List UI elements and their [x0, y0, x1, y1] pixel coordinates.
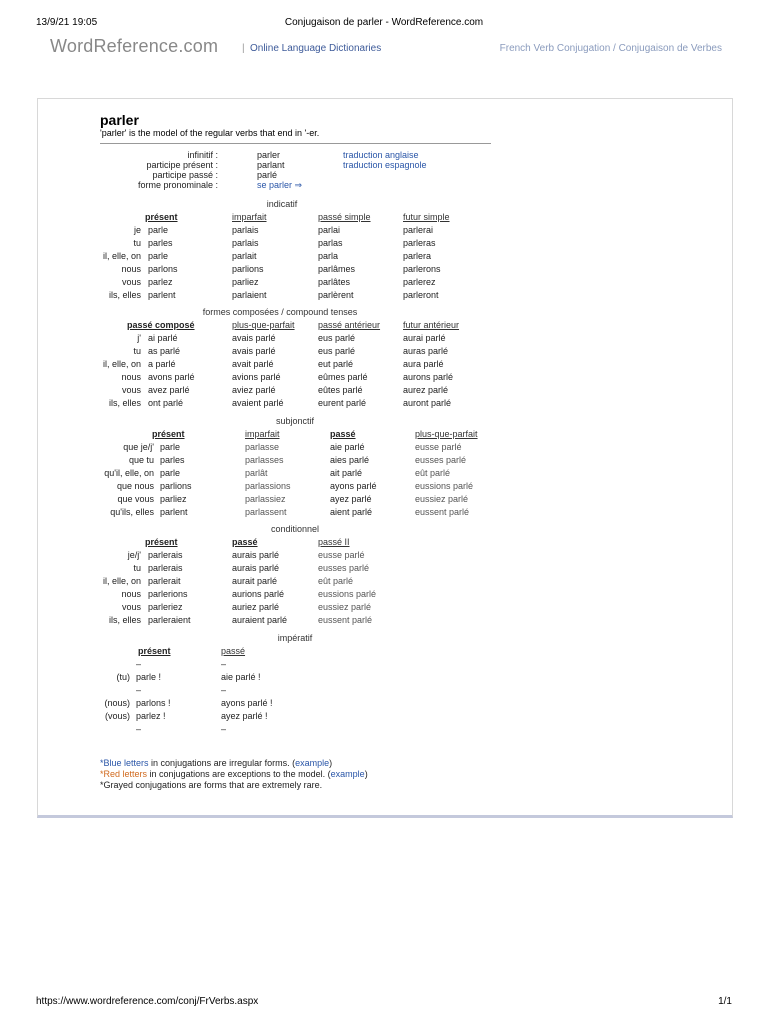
site-tagline[interactable]: Online Language Dictionaries [250, 43, 382, 54]
conjugation-cell: parlaient [232, 290, 267, 300]
conjugation-cell: aie parlé ! [221, 672, 261, 682]
pronoun: vous [121, 602, 141, 612]
conjugation-cell: ayons parlé [330, 481, 377, 491]
conjugation-cell: parlât [245, 468, 268, 478]
legend-bullet: * [100, 758, 104, 768]
tense-header[interactable]: futur simple [403, 212, 450, 222]
conjugation-cell: eus parlé [318, 346, 356, 356]
form-label-infinitif: infinitif : [187, 150, 218, 160]
pronoun: (vous) [104, 711, 130, 721]
conjugation-cell: parlerons [403, 264, 441, 274]
pronoun: que nous [116, 481, 154, 491]
conjugation-cell: parlons ! [136, 698, 171, 708]
conjugation-cell: parliez [160, 494, 187, 504]
conjugation-cell: parles [148, 238, 173, 248]
pronoun: tu [133, 238, 141, 248]
conjugation-cell: parleraient [148, 615, 191, 625]
print-date: 13/9/21 19:05 [36, 17, 98, 28]
conjugation-cell: as parlé [148, 346, 181, 356]
pronoun: ils, elles [108, 290, 141, 300]
conjugation-cell: eûmes parlé [318, 372, 368, 382]
conjugation-cell: avons parlé [148, 372, 195, 382]
link-traduction-espagnole[interactable]: traduction espagnole [343, 160, 427, 170]
form-value-participe-passe: parlé [257, 170, 278, 180]
conjugation-cell: ayons parlé ! [221, 698, 273, 708]
tense-header[interactable]: passé [221, 646, 246, 656]
conjugation-cell: eussions parlé [415, 481, 474, 491]
conjugation-cell: parlèrent [318, 290, 354, 300]
conjugation-cell: ayez parlé [330, 494, 372, 504]
tense-header[interactable]: passé [330, 429, 356, 439]
conjugation-cell: ait parlé [330, 468, 363, 478]
conjugation-cell: aurions parlé [232, 589, 285, 599]
pronoun: il, elle, on [102, 359, 141, 369]
conjugation-cell: aurais parlé [232, 563, 280, 573]
legend-rare: *Grayed conjugations are forms that are extremely rare. [100, 780, 323, 790]
conjugation-cell: auront parlé [403, 398, 452, 408]
conjugation-cell: eus parlé [318, 333, 356, 343]
conjugation-cell: aie parlé [330, 442, 365, 452]
legend-red-text: in conjugations are exceptions to the model. ( [147, 769, 331, 779]
legend-paren: ) [329, 758, 333, 768]
section-title-conditionnel: conditionnel [270, 524, 320, 534]
form-label-participe-passe: participe passé : [152, 170, 218, 180]
conjugation-cell: eussions parlé [318, 589, 377, 599]
form-value-participe-present: parlant [257, 160, 285, 170]
tense-header[interactable]: passé antérieur [318, 320, 381, 330]
conjugation-cell: parleriez [148, 602, 183, 612]
conjugation-cell: parlerait [148, 576, 181, 586]
conjugation-cell: aurons parlé [403, 372, 454, 382]
conjugation-cell: parlait [232, 251, 257, 261]
conjugation-cell: eusses parlé [415, 455, 467, 465]
conjugation-cell: ai parlé [148, 333, 178, 343]
conjugation-cell: avez parlé [148, 385, 190, 395]
pronoun: ils, elles [108, 398, 141, 408]
conjugation-cell: eurent parlé [318, 398, 367, 408]
conjugation-cell: parle ! [136, 672, 162, 682]
conjugation-cell: avaient parlé [232, 398, 284, 408]
conjugation-cell: parle [148, 251, 169, 261]
tense-header[interactable]: futur antérieur [403, 320, 460, 330]
conjugation-cell: aurais parlé [232, 550, 280, 560]
section-title-subjonctif: subjonctif [275, 416, 315, 426]
conjugation-cell: – [136, 685, 142, 695]
form-value-infinitif: parler [257, 150, 281, 160]
pronoun: vous [121, 385, 141, 395]
header-separator: | [242, 43, 245, 54]
conjugation-cell: parlez ! [136, 711, 166, 721]
pronoun: ils, elles [108, 615, 141, 625]
conjugation-cell: auraient parlé [232, 615, 288, 625]
print-header [0, 17, 768, 31]
conjugation-cell: eut parlé [318, 359, 354, 369]
conjugation-cell: parlent [148, 290, 176, 300]
conjugation-cell: parlions [160, 481, 192, 491]
conjugation-cell: parlas [318, 238, 343, 248]
pronoun: tu [133, 346, 141, 356]
legend-blue-text: in conjugations are irregular forms. ( [148, 758, 296, 768]
conjugation-cell: parles [160, 455, 185, 465]
section-title-composees: formes composées / compound tenses [202, 307, 358, 317]
pronoun: il, elle, on [102, 251, 141, 261]
tense-header[interactable]: passé [232, 537, 258, 547]
conjugation-cell: parlerions [148, 589, 188, 599]
verb-note: 'parler' is the model of the regular verbs that end in '-er. [100, 128, 320, 138]
conjugation-cell: parla [318, 251, 339, 261]
conjugation-cell: parlassions [245, 481, 291, 491]
tense-header[interactable]: passé simple [318, 212, 371, 222]
link-traduction-anglaise[interactable]: traduction anglaise [343, 150, 419, 160]
pronoun: (tu) [116, 672, 130, 682]
conjugation-cell: a parlé [148, 359, 176, 369]
site-header [36, 36, 732, 64]
conjugation-cell: eûtes parlé [318, 385, 363, 395]
example-link-exception[interactable]: example [330, 769, 365, 779]
conjugation-cell: parlerais [148, 563, 183, 573]
pronoun: que vous [117, 494, 154, 504]
pronoun: nous [121, 589, 141, 599]
verb-title: parler [100, 112, 139, 128]
pronoun: vous [121, 277, 141, 287]
conjugation-cell: aurez parlé [403, 385, 449, 395]
conjugation-cell: ont parlé [148, 398, 184, 408]
pronoun: que je/j' [123, 442, 154, 452]
page-number: 1/1 [718, 996, 732, 1007]
legend-exception [100, 769, 368, 780]
tense-header[interactable]: présent [152, 429, 185, 439]
conjugation-cell: parlent [160, 507, 188, 517]
conjugation-cell: avais parlé [232, 346, 276, 356]
conjugation-cell: parlions [232, 264, 264, 274]
pronoun: qu'il, elle, on [104, 468, 154, 478]
conjugation-cell: avait parlé [232, 359, 274, 369]
section-title-imperatif: impératif [277, 633, 313, 643]
conjugation-cell: – [221, 685, 227, 695]
pronoun: j' [137, 333, 141, 343]
tense-header[interactable]: passé II [318, 537, 350, 547]
tense-header[interactable]: présent [145, 537, 178, 547]
conjugation-cell: parlez [148, 277, 173, 287]
legend-blue-label: Blue letters [103, 758, 149, 768]
form-label-participe-present: participe présent : [146, 160, 218, 170]
tense-header[interactable]: présent [145, 212, 178, 222]
conjugation-cell: parle [160, 442, 181, 452]
conjugation-cell: parlerais [148, 550, 183, 560]
conjugation-cell: parlai [318, 225, 341, 235]
conjugation-cell: parliez [232, 277, 259, 287]
legend-bullet: * [100, 769, 104, 779]
conjugation-cell: parle [148, 225, 169, 235]
conjugation-cell: parlerez [403, 277, 436, 287]
legend-irregular [100, 758, 332, 769]
tense-header[interactable]: plus-que-parfait [232, 320, 295, 330]
conjugation-cell: eussent parlé [318, 615, 373, 625]
pronoun: il, elle, on [102, 576, 141, 586]
conjugation-cell: – [136, 659, 142, 669]
conjugation-cell: parlais [232, 225, 259, 235]
conjugation-cell: ayez parlé ! [221, 711, 268, 721]
conjugation-cell: parlassiez [245, 494, 286, 504]
conjugation-cell: eussent parlé [415, 507, 470, 517]
tense-header[interactable]: plus-que-parfait [415, 429, 478, 439]
title-divider [100, 143, 491, 144]
conjugation-cell: parleras [403, 238, 436, 248]
conjugation-cell: parlasse [245, 442, 280, 452]
conjugation-cell: parlais [232, 238, 259, 248]
conjugation-cell: avais parlé [232, 333, 276, 343]
site-logo[interactable]: WordReference.com [50, 36, 219, 56]
print-url: https://www.wordreference.com/conj/FrVerbs.aspx [36, 996, 259, 1007]
conjugation-cell: parle [160, 468, 181, 478]
conjugation-cell: parlons [148, 264, 178, 274]
conjugation-cell: auras parlé [403, 346, 449, 356]
tense-header[interactable]: imparfait [245, 429, 280, 439]
pronoun: nous [121, 264, 141, 274]
section-title: French Verb Conjugation / Conjugaison de Verbes [499, 43, 722, 54]
example-link-irregular[interactable]: example [295, 758, 330, 768]
conjugation-cell: aurai parlé [403, 333, 446, 343]
conjugation-cell: eussiez parlé [415, 494, 469, 504]
conjugation-cell: parlasses [245, 455, 284, 465]
conjugation-cell: parlâtes [318, 277, 351, 287]
pronoun: je/j' [127, 550, 141, 560]
conjugation-cell: aient parlé [330, 507, 373, 517]
pronoun: que tu [128, 455, 154, 465]
conjugation-cell: eusse parlé [415, 442, 462, 452]
link-se-parler[interactable]: se parler ⇒ [257, 180, 303, 190]
tense-header[interactable]: présent [138, 646, 171, 656]
form-label-forme-pronominale: forme pronominale : [137, 180, 218, 190]
conjugation-cell: – [221, 724, 227, 734]
conjugation-cell: aies parlé [330, 455, 370, 465]
conjugation-cell: parlassent [245, 507, 287, 517]
conjugation-cell: auriez parlé [232, 602, 280, 612]
pronoun: (nous) [104, 698, 130, 708]
conjugation-cell: eût parlé [318, 576, 354, 586]
conjugation-cell: eusses parlé [318, 563, 370, 573]
conjugation-cell: – [136, 724, 142, 734]
conjugation-cell: parlâmes [318, 264, 356, 274]
tense-header[interactable]: passé composé [127, 320, 195, 330]
conjugation-cell: eusse parlé [318, 550, 365, 560]
section-title-indicatif: indicatif [266, 199, 298, 209]
conjugation-cell: parlerai [403, 225, 434, 235]
pronoun: nous [121, 372, 141, 382]
conjugation-cell: parleront [403, 290, 439, 300]
pronoun: qu'ils, elles [110, 507, 154, 517]
legend-red-label: Red letters [103, 769, 148, 779]
conjugation-cell: aviez parlé [232, 385, 276, 395]
legend-paren: ) [364, 769, 368, 779]
conjugation-cell: eût parlé [415, 468, 451, 478]
conjugation-cell: parlera [403, 251, 432, 261]
conjugation-cell: aurait parlé [232, 576, 278, 586]
tense-header[interactable]: imparfait [232, 212, 267, 222]
pronoun: je [133, 225, 141, 235]
conjugation-cell: avions parlé [232, 372, 281, 382]
print-title: Conjugaison de parler - WordReference.com [284, 17, 484, 28]
pronoun: tu [133, 563, 141, 573]
conjugation-cell: – [221, 659, 227, 669]
conjugation-cell: eussiez parlé [318, 602, 372, 612]
conjugation-cell: aura parlé [403, 359, 444, 369]
